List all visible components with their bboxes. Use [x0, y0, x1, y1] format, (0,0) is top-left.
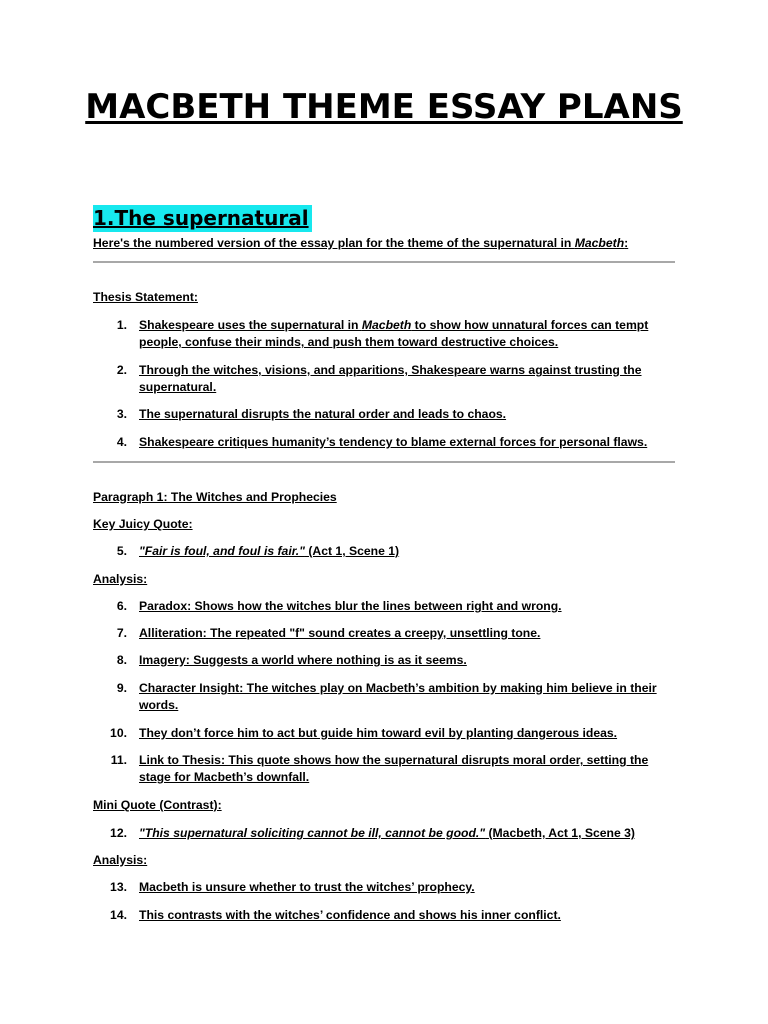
list-item — [93, 879, 678, 896]
item-text: Macbeth is unsure whether to trust the witches’ prophecy. — [139, 880, 475, 894]
quote-reference: (Act 1, Scene 1) — [304, 544, 400, 558]
item-text: The supernatural disrupts the natural order and leads to chaos. — [139, 407, 507, 421]
list-item — [93, 825, 678, 842]
item-number: 5. — [116, 544, 127, 558]
item-text-italic: Macbeth — [361, 318, 412, 332]
list-item — [93, 680, 678, 714]
list-item — [93, 752, 678, 786]
item-text: Character Insight: The witches play on Macbeth’s ambition by making him believe in their words. — [139, 681, 657, 712]
divider — [93, 461, 675, 463]
item-text — [139, 825, 678, 842]
list-item — [93, 907, 678, 924]
item-text: Shakespeare critiques humanity’s tendency to blame external forces for personal flaws. — [139, 435, 648, 449]
item-number: 13. — [110, 880, 127, 894]
list-item — [93, 317, 678, 351]
list-item — [93, 625, 678, 642]
mini-quote-label: Mini Quote (Contrast): — [93, 798, 222, 812]
item-text: Link to Thesis: This quote shows how the supernatural disrupts moral order, setting the stage for Macbeth’s downfall. — [139, 753, 649, 784]
page-title: MACBETH THEME ESSAY PLANS — [85, 87, 683, 127]
list-item — [93, 725, 678, 742]
item-text: Paradox: Shows how the witches blur the lines between right and wrong. — [139, 599, 562, 613]
item-text: This contrasts with the witches’ confidence and shows his inner conflict. — [139, 908, 561, 922]
item-text: They don’t force him to act but guide him toward evil by planting dangerous ideas. — [139, 726, 618, 740]
intro-end: : — [624, 236, 629, 250]
intro-line — [93, 236, 628, 250]
item-text: Imagery: Suggests a world where nothing is as it seems. — [139, 653, 467, 667]
item-number: 12. — [110, 826, 127, 840]
list-item — [93, 406, 678, 423]
section-heading-text: 1.The supernatural — [93, 205, 312, 232]
item-number: 10. — [110, 726, 127, 740]
item-number: 6. — [116, 599, 127, 613]
intro-text: Here's the numbered version of the essay plan for the theme of the supernatural in — [93, 236, 575, 250]
item-number: 2. — [116, 363, 127, 377]
quote-text: "This supernatural soliciting cannot be ill, cannot be good." — [139, 826, 486, 840]
divider — [93, 261, 675, 263]
item-text-pre: Shakespeare uses the supernatural in — [139, 318, 362, 332]
item-number: 8. — [116, 653, 127, 667]
list-item — [93, 434, 678, 451]
item-text: Alliteration: The repeated "f" sound creates a creepy, unsettling tone. — [139, 626, 541, 640]
item-number: 1. — [116, 318, 127, 332]
analysis-label: Analysis: — [93, 572, 148, 586]
quote-reference: (Macbeth, Act 1, Scene 3) — [485, 826, 635, 840]
list-item — [93, 652, 678, 669]
analysis-label: Analysis: — [93, 853, 148, 867]
item-text — [139, 543, 678, 560]
item-text: Through the witches, visions, and apparitions, Shakespeare warns against trusting the supernatural. — [139, 363, 642, 394]
item-text — [139, 317, 678, 351]
paragraph1-label: Paragraph 1: The Witches and Prophecies — [93, 490, 337, 504]
list-item — [93, 543, 678, 560]
item-number: 3. — [116, 407, 127, 421]
item-text-post: to show how unnatural forces can tempt people, confuse their minds, and push them toward destructive choices. — [139, 318, 649, 349]
list-item — [93, 362, 678, 396]
thesis-label: Thesis Statement: — [93, 290, 198, 304]
item-number: 11. — [110, 753, 127, 767]
list-item — [93, 598, 678, 615]
key-quote-label: Key Juicy Quote: — [93, 517, 193, 531]
intro-italic: Macbeth — [574, 236, 625, 250]
item-number: 14. — [110, 908, 127, 922]
section-heading — [93, 206, 312, 230]
item-number: 7. — [116, 626, 127, 640]
item-number: 9. — [116, 681, 127, 695]
quote-text: "Fair is foul, and foul is fair." — [139, 544, 305, 558]
item-number: 4. — [116, 435, 127, 449]
